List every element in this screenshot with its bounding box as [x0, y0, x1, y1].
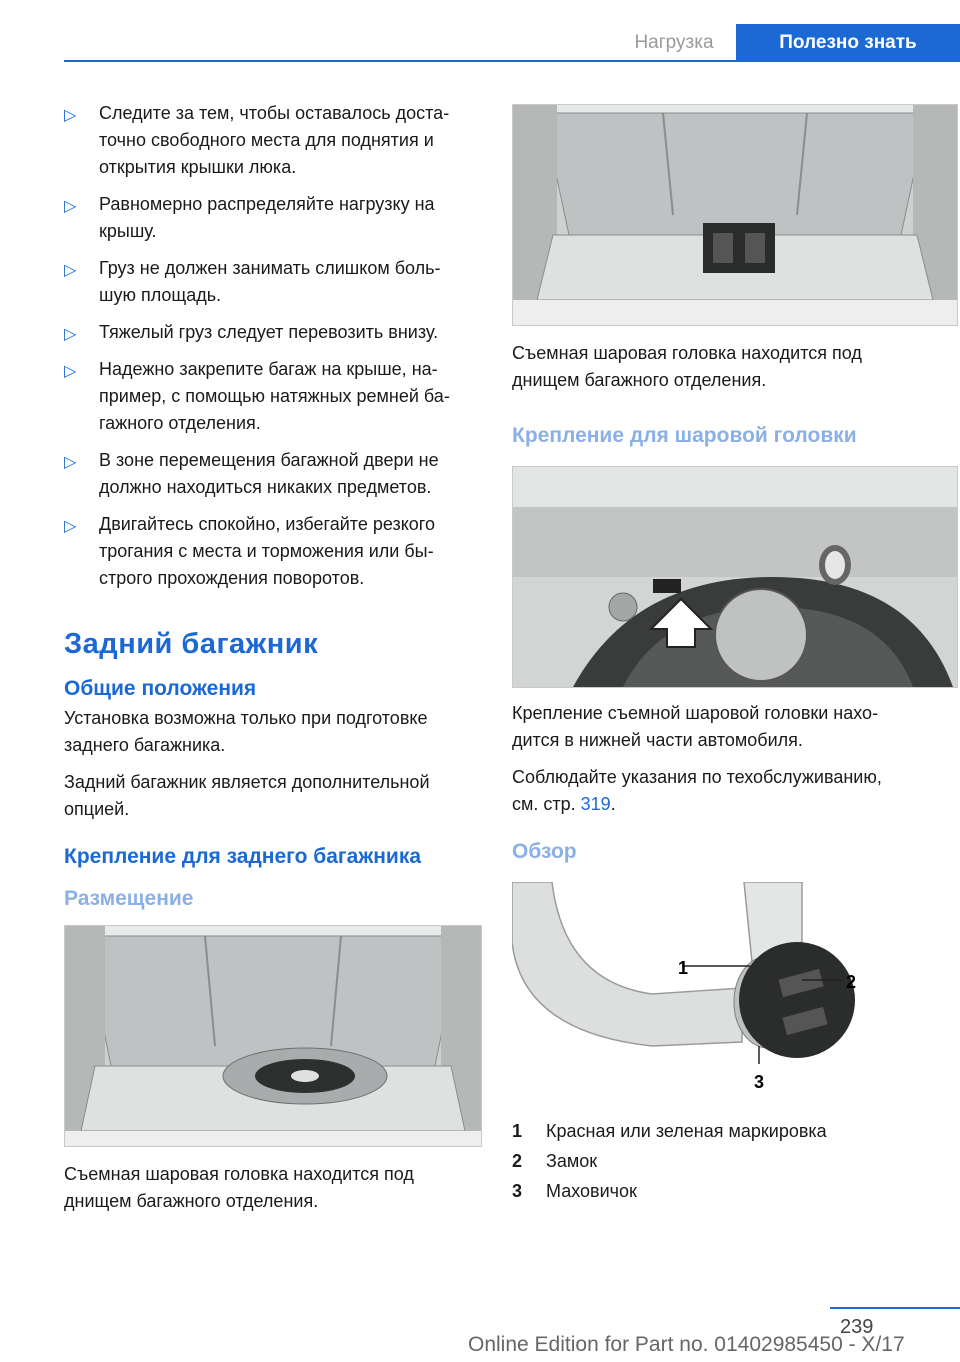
list-item: [64, 356, 484, 437]
legend-text: Красная или зеленая маркировка: [546, 1121, 827, 1141]
paragraph-mount-location: Крепление съемной шаровой головки нахо‐ дится в нижней части автомобиля.: [512, 703, 879, 750]
list-item: [64, 447, 484, 501]
heading-overview: Обзор: [512, 840, 577, 863]
legend-list: [512, 1118, 956, 1205]
triangle-bullet-icon: ▷: [64, 326, 77, 343]
footer-rule: [830, 1307, 960, 1309]
diagram-label-3: 3: [753, 1072, 765, 1092]
list-item-text: Следите за тем, чтобы оставалось доста‐ точно свободного места для поднятия и открытия крышки люка.: [99, 103, 450, 177]
list-item-text: Двигайтесь спокойно, избегайте резкого трогания с места и торможения или бы‐ строго прохождения поворотов.: [99, 514, 435, 588]
list-item: [64, 511, 484, 592]
paragraph-option: Задний багажник является дополнительной опцией.: [64, 772, 430, 819]
triangle-bullet-icon: ▷: [64, 107, 77, 124]
heading-rear-carrier: Задний багажник: [64, 628, 319, 660]
paragraph-installation: Установка возможна только при подготовке заднего багажника.: [64, 708, 428, 755]
diagram-label-2: 2: [846, 972, 857, 992]
triangle-bullet-icon: ▷: [64, 518, 77, 535]
ball-head-diagram: [512, 882, 956, 1102]
ball-head-mount-photo: [512, 466, 958, 688]
page-number: 239: [840, 1316, 874, 1338]
heading-general: Общие положения: [64, 677, 257, 700]
caption-trunk: Съемная шаровая головка находится под днищем багажного отделения.: [64, 1164, 414, 1211]
triangle-bullet-icon: ▷: [64, 363, 77, 380]
service-text: Соблюдайте указания по техобслуживанию, см. стр.: [512, 767, 882, 814]
legend-row: [512, 1118, 956, 1145]
bullet-list: [64, 100, 484, 592]
legend-row: [512, 1178, 956, 1205]
footer-edition: Online Edition for Part no. 01402985450 - X/17: [468, 1333, 905, 1356]
right-column: [512, 104, 956, 1208]
paragraph-service: [512, 764, 956, 818]
legend-row: [512, 1148, 956, 1175]
list-item-text: Надежно закрепите багаж на крыше, на‐ пример, с помощью натяжных ремней ба‐ гажного отделения.: [99, 359, 450, 433]
heading-ball-head-mount: Крепление для шаровой головки: [512, 424, 857, 447]
list-item: [64, 100, 484, 181]
legend-text: Маховичок: [546, 1181, 637, 1201]
diagram-label-1: 1: [677, 958, 688, 978]
heading-placement: Размещение: [64, 887, 194, 910]
legend-number: 2: [512, 1151, 523, 1171]
page-reference-link[interactable]: 319: [580, 794, 611, 814]
caption-ball-head: Съемная шаровая головка находится под днищем багажного отделения.: [512, 343, 862, 390]
triangle-bullet-icon: ▷: [64, 198, 77, 215]
list-item-text: В зоне перемещения багажной двери не должно находиться никаких предметов.: [99, 450, 439, 497]
trunk-spare-wheel-photo: [64, 925, 482, 1147]
tab-load[interactable]: Нагрузка: [634, 32, 714, 53]
triangle-bullet-icon: ▷: [64, 262, 77, 279]
trunk-ball-head-photo: [512, 104, 958, 326]
tab-useful-info[interactable]: Полезно знать: [736, 24, 960, 62]
list-item-text: Равномерно распределяйте нагрузку на крышу.: [99, 194, 435, 241]
legend-number: 1: [512, 1121, 523, 1141]
heading-carrier-mount: Крепление для заднего багажника: [64, 845, 422, 868]
list-item-text: Груз не должен занимать слишком боль‐ шую площадь.: [99, 258, 441, 305]
left-column: [64, 100, 484, 1215]
list-item: [64, 255, 484, 309]
service-suffix: .: [610, 794, 616, 814]
legend-number: 3: [512, 1181, 523, 1201]
list-item-text: Тяжелый груз следует перевозить внизу.: [99, 322, 439, 342]
triangle-bullet-icon: ▷: [64, 454, 77, 471]
list-item: [64, 319, 484, 346]
legend-text: Замок: [546, 1151, 598, 1171]
list-item: [64, 191, 484, 245]
